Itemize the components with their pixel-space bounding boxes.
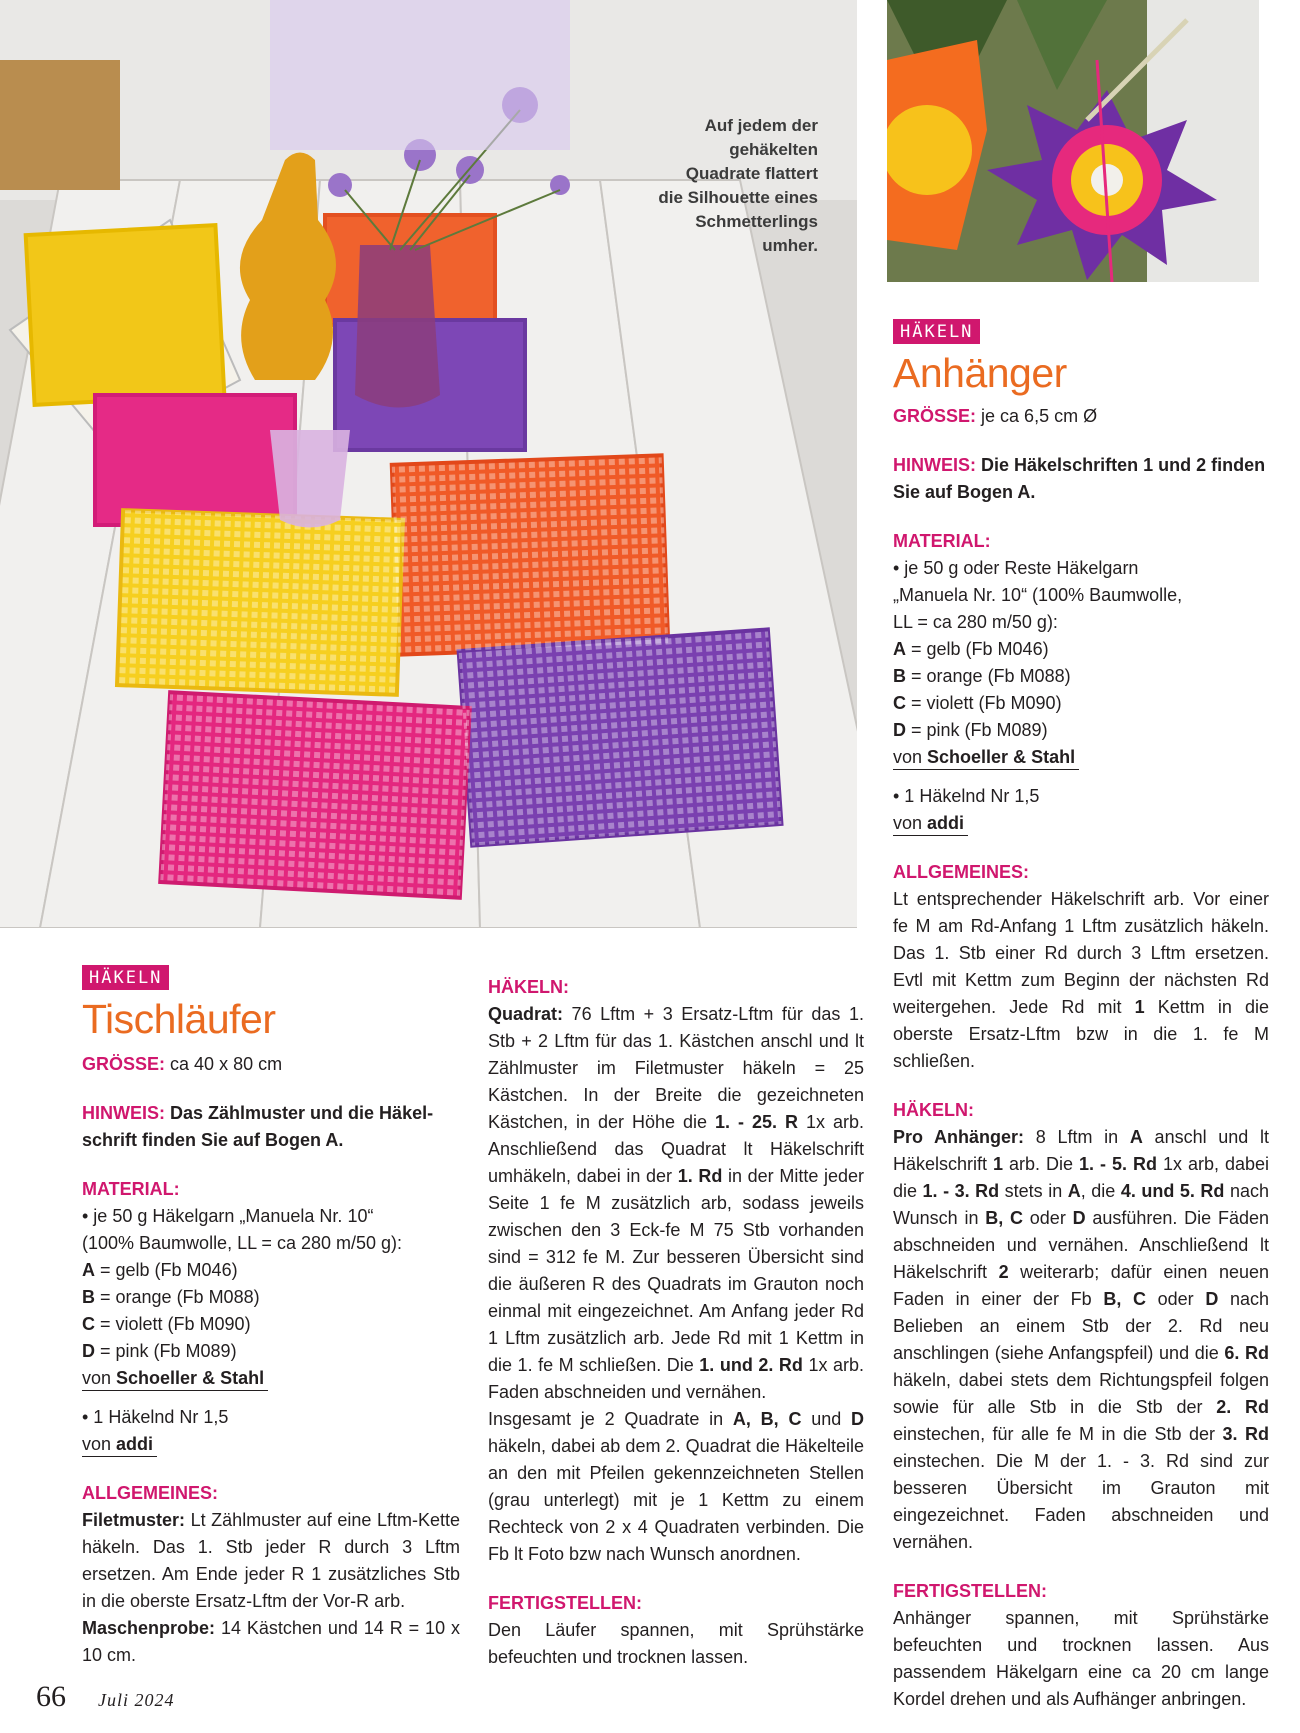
color-text: = pink (Fb M089): [95, 1341, 237, 1361]
needle-line: • 1 Häkelnd Nr 1,5: [893, 786, 1040, 806]
body-bold: 1. und 2. Rd: [699, 1355, 803, 1375]
body-text: Kettm in die oberste Ersatz-Lftm bzw in die 1. fe M schließen.: [893, 997, 1270, 1071]
body-bold: 1: [993, 1154, 1004, 1174]
brand-name: Schoeller & Stahl: [927, 747, 1076, 767]
caption-line: umher.: [762, 236, 818, 255]
page-number: 66: [36, 1680, 66, 1713]
note-label: HINWEIS:: [82, 1103, 165, 1123]
body-text: Insgesamt je 2 Quadrate in: [488, 1409, 733, 1429]
body-text: einstechen, für alle fe M in die Stb der: [893, 1424, 1223, 1444]
color-key: D: [893, 720, 906, 740]
color-text: = orange (Fb M088): [95, 1287, 260, 1307]
size-value: je ca 6,5 cm Ø: [981, 406, 1098, 426]
caption-line: die Silhouette eines: [658, 188, 818, 207]
brand-name: Schoeller & Stahl: [116, 1368, 265, 1388]
supplier-prefix: von: [893, 747, 928, 767]
body-text: einstechen. Die M der 1. - 3. Rd sind zur besseren Übersicht im Grauton mit eingezeichnet. Faden abschneiden und vernähen.: [893, 1451, 1269, 1552]
material-line: (100% Baumwolle, LL = ca 280 m/50 g):: [82, 1233, 403, 1253]
size-label: GRÖSSE:: [893, 406, 977, 426]
color-key: A: [82, 1260, 95, 1280]
caption-line: Schmetterlings: [695, 212, 818, 231]
material-line: • je 50 g Häkelgarn „Manuela Nr. 10“: [82, 1206, 374, 1226]
color-text: = orange (Fb M088): [906, 666, 1071, 686]
body-bold: 6. Rd: [1224, 1343, 1269, 1363]
crochet-label: HÄKELN:: [488, 977, 569, 997]
body-bold: B, C: [985, 1208, 1024, 1228]
material-line: • je 50 g oder Reste Häkelgarn: [893, 558, 1139, 578]
note-text: schrift finden Sie auf Bogen A.: [82, 1130, 344, 1150]
body-text: häkeln, dabei stets dem Richtungspfeil folgen sowie für alle Stb in die Stb der: [893, 1370, 1269, 1417]
body-bold: D: [851, 1409, 864, 1429]
pattern-title: Anhänger: [893, 350, 1067, 396]
body-text: oder: [1146, 1289, 1206, 1309]
color-key: C: [82, 1314, 95, 1334]
body-text: nach Wunsch in: [893, 1181, 1269, 1228]
body-bold: A, B, C: [732, 1409, 802, 1429]
body-bold: 1. Rd: [677, 1166, 723, 1186]
pendant-label: Pro Anhänger:: [893, 1127, 1025, 1147]
brand-name: addi: [116, 1434, 154, 1454]
material-line: „Manuela Nr. 10“ (100% Baumwolle,: [893, 585, 1183, 605]
material-line: LL = ca 280 m/50 g):: [893, 612, 1058, 632]
color-key: B: [893, 666, 906, 686]
finishing-text: Anhänger spannen, mit Sprühstärke befeuchten und trocknen lassen. Aus passendem Häkelgarn eine ca 20 cm lange Kordel drehen und als Aufhänger anbringen.: [893, 1608, 1269, 1709]
finishing-label: FERTIGSTELLEN:: [488, 1593, 642, 1613]
supplier-line: [893, 811, 968, 836]
body-text: ausführen. Die Fäden abschneiden und vernähen. Anschließend lt Häkelschrift: [893, 1208, 1269, 1282]
size-value: ca 40 x 80 cm: [170, 1054, 283, 1074]
body-bold: 2. Rd: [1216, 1397, 1269, 1417]
gauge-text: 14 Kästchen und 14 R = 10 x 10 cm.: [82, 1618, 460, 1665]
filet-text: Lt Zählmuster auf eine Lftm-Kette häkeln. Das 1. Stb jeder R durch 3 Lftm ersetzen. Am Ende jeder R 1 zusätzliches Stb in die oberste Ersatz-Lftm der Vor-R arb.: [82, 1510, 460, 1611]
note-text: Das Zählmuster und die Häkel-: [170, 1103, 434, 1123]
body-text: arb. Die: [1003, 1154, 1080, 1174]
body-text: stets in: [999, 1181, 1068, 1201]
body-bold: A: [1129, 1127, 1143, 1147]
body-bold: 1: [1134, 997, 1145, 1017]
finishing-label: FERTIGSTELLEN:: [893, 1581, 1047, 1601]
note-label: HINWEIS:: [893, 455, 976, 475]
body-text: häkeln, dabei ab dem 2. Quadrat die Häkelteile an den mit Pfeilen gekennzeichneten Stellen (grau unterlegt) mit je 1 Kettm zu einem Rechteck von 2 x 4 Quadraten verbinden. Die Fb lt Foto bzw nach Wunsch anordnen.: [488, 1436, 864, 1564]
body-text: 76 Lftm + 3 Ersatz-Lftm für das 1. Stb + 2 Lftm für das 1. Kästchen anschl und lt Zählmuster im Filetmuster häkeln = 25 Kästchen. In der Breite die gezeichneten Kästchen, in der Höhe die: [488, 1004, 864, 1132]
body-bold: 4. und 5. Rd: [1120, 1181, 1225, 1201]
color-text: = violett (Fb M090): [95, 1314, 251, 1334]
note-text: Sie auf Bogen A.: [893, 482, 1036, 502]
body-text: 1x arb. Faden abschneiden und vernähen.: [488, 1355, 865, 1402]
note-text: Die Häkelschriften 1 und 2 finden: [981, 455, 1266, 475]
material-label: MATERIAL:: [82, 1179, 180, 1199]
material-label: MATERIAL:: [893, 531, 991, 551]
body-text: 8 Lftm in: [1024, 1127, 1130, 1147]
body-text: anschl und lt Häkelschrift: [893, 1127, 1270, 1174]
body-text: 1x arb, dabei die: [893, 1154, 1270, 1201]
body-bold: 2: [998, 1262, 1009, 1282]
general-label: ALLGEMEINES:: [893, 862, 1030, 882]
middle-column: [488, 974, 864, 1671]
color-text: = violett (Fb M090): [906, 693, 1062, 713]
size-label: GRÖSSE:: [82, 1054, 166, 1074]
color-text: = pink (Fb M089): [906, 720, 1048, 740]
square-label: Quadrat:: [488, 1004, 564, 1024]
body-text: in der Mitte jeder Seite 1 fe M zusätzlich arb, sodass jeweils zwischen den 3 Eck-fe M 75 Stb vorhanden sind = 312 fe M. Zur besseren Übersicht sind die äußeren R des Quadrats im Grauton noch einmal mit eingezeichnet. Am Anfang jeder Rd 1 Lftm zusätzlich arb. Jede Rd mit 1 Kettm in die 1. fe M schließen. Die: [488, 1166, 864, 1375]
supplier-prefix: von: [893, 813, 928, 833]
filet-label: Filetmuster:: [82, 1510, 186, 1530]
body-bold: 1. - 5. Rd: [1079, 1154, 1157, 1174]
body-bold: 1. - 3. Rd: [922, 1181, 1000, 1201]
issue-date: Juli 2024: [98, 1690, 175, 1710]
section-tag: HÄKELN: [82, 965, 169, 990]
caption-line: Quadrate flattert: [685, 164, 818, 183]
gauge-label: Maschenprobe:: [82, 1618, 216, 1638]
photo-caption: [640, 114, 818, 258]
brand-name: addi: [927, 813, 965, 833]
body-text: und: [801, 1409, 851, 1429]
color-key: B: [82, 1287, 95, 1307]
color-key: D: [82, 1341, 95, 1361]
body-text: nach Belieben an einem Stb der 2. Rd neu anschlingen (siehe Anfangspfeil) und die: [893, 1289, 1270, 1363]
supplier-line: [893, 745, 1079, 770]
body-text: 1x arb. Anschließend das Quadrat lt Häkelschrift umhäkeln, dabei in der: [488, 1112, 865, 1186]
body-text: weiterarb; dafür einen neuen Faden in einer der Fb: [893, 1262, 1269, 1309]
caption-line: Auf jedem der: [704, 116, 818, 135]
supplier-line: [82, 1366, 268, 1391]
body-text: Lt entsprechender Häkelschrift arb. Vor einer fe M am Rd-Anfang 1 Lftm zusätzlich häkeln. Das 1. Stb einer Rd durch 3 Lftm ersetzen. Evtl mit Kettm zum Beginn der nächsten Rd weitergehen. Jede Rd mit: [893, 889, 1269, 1017]
color-key: C: [893, 693, 906, 713]
needle-line: • 1 Häkelnd Nr 1,5: [82, 1407, 229, 1427]
finishing-text: Den Läufer spannen, mit Sprühstärke befeuchten und trocknen lassen.: [488, 1620, 864, 1667]
section-tag: HÄKELN: [893, 319, 980, 344]
color-text: = gelb (Fb M046): [906, 639, 1049, 659]
crochet-label: HÄKELN:: [893, 1100, 974, 1120]
body-bold: D: [1205, 1289, 1219, 1309]
caption-line: gehäkelten: [729, 140, 818, 159]
supplier-prefix: von: [82, 1434, 117, 1454]
pattern-title: Tischläufer: [82, 996, 276, 1042]
body-bold: 1. - 25. R: [715, 1112, 799, 1132]
body-bold: B, C: [1103, 1289, 1146, 1309]
right-column: [893, 318, 1269, 1713]
supplier-prefix: von: [82, 1368, 117, 1388]
color-text: = gelb (Fb M046): [95, 1260, 238, 1280]
body-text: , die: [1080, 1181, 1121, 1201]
body-bold: A: [1067, 1181, 1081, 1201]
left-column: [82, 964, 460, 1669]
supplier-line: [82, 1432, 157, 1457]
body-bold: 3. Rd: [1222, 1424, 1270, 1444]
general-label: ALLGEMEINES:: [82, 1483, 219, 1503]
body-text: oder: [1023, 1208, 1073, 1228]
color-key: A: [893, 639, 906, 659]
body-bold: D: [1072, 1208, 1086, 1228]
pendant-photo: [887, 0, 1259, 282]
